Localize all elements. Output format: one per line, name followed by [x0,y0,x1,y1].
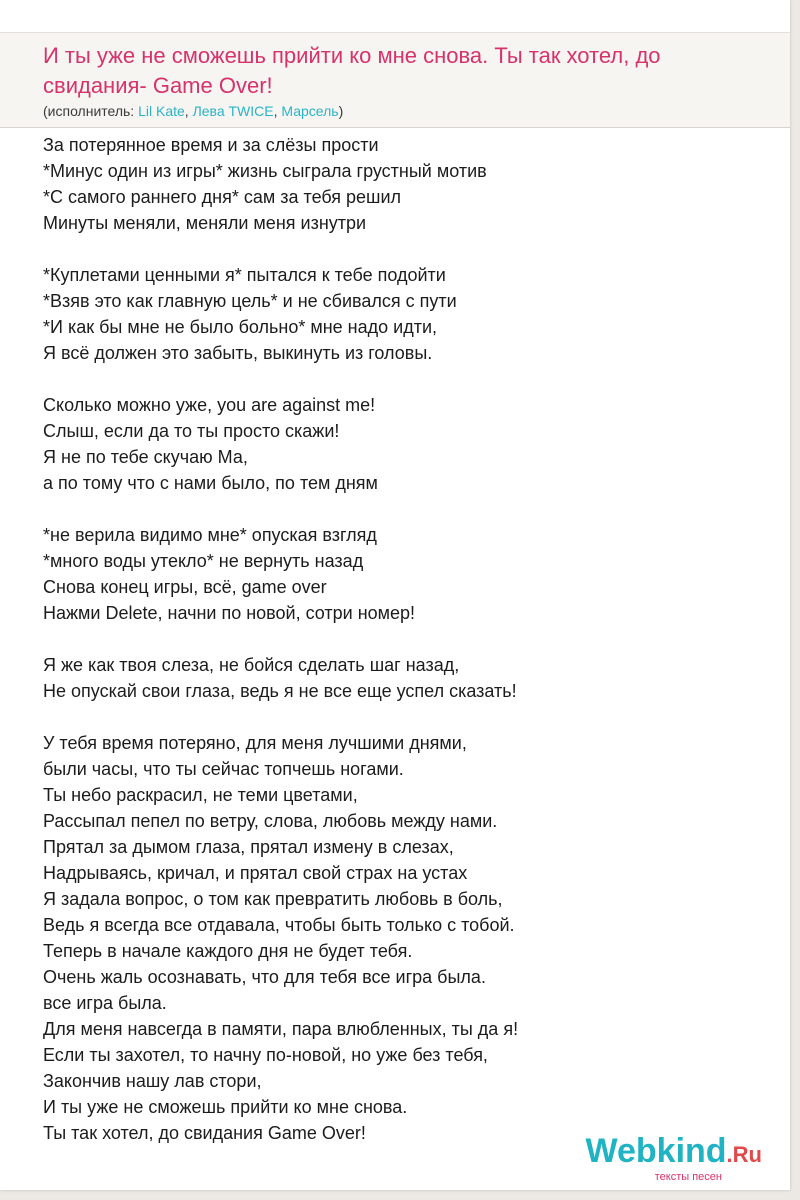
lyric-line: были часы, что ты сейчас топчешь ногами. [43,759,404,779]
lyric-line: Прятал за дымом глаза, прятал измену в слезах, [43,837,454,857]
lyric-line: Ведь я всегда все отдавала, чтобы быть только с тобой. [43,915,515,935]
stanza-gap [43,626,763,652]
lyric-line: *много воды утекло* не вернуть назад [43,551,364,571]
lyric-line: *С самого раннего дня* сам за тебя решил [43,187,402,207]
lyric-line: Надрываясь, кричал, и прятал свой страх на устах [43,863,468,883]
lyric-line: Теперь в начале каждого дня не будет тебя. [43,941,413,961]
song-title: И ты уже не сможешь прийти ко мне снова. Ты так хотел, до свидания- Game Over! [43,43,661,98]
lyric-line: Минуты меняли, меняли меня изнутри [43,213,367,233]
lyric-line: *Взяв это как главную цель* и не сбивался с пути [43,291,457,311]
lyric-line: Сколько можно уже, you are against me! [43,395,376,415]
lyric-line: Снова конец игры, всё, game over [43,577,327,597]
lyric-line: Если ты захотел, то начну по-новой, но уже без тебя, [43,1045,488,1065]
lyric-line: а по тому что с нами было, по тем дням [43,473,378,493]
lyric-line: Закончив нашу лав стори, [43,1071,262,1091]
lyric-line: И ты уже не сможешь прийти ко мне снова. [43,1097,408,1117]
logo-tld: .Ru [726,1142,762,1167]
lyric-line: За потерянное время и за слёзы прости [43,135,379,155]
artist-credits [43,102,343,120]
stanza-gap [43,704,763,730]
logo-wordmark [586,1133,763,1173]
lyric-line: Слыш, если да то ты просто скажи! [43,421,340,441]
logo-name: Webkind [585,1132,727,1170]
artists-suffix: ) [338,103,344,119]
site-logo[interactable] [586,1133,763,1183]
lyric-line: *И как бы мне не было больно* мне надо идти, [43,317,438,337]
lyric-line: все игра была. [43,993,167,1013]
lyric-line: Для меня навсегда в памяти, пара влюбленных, ты да я! [43,1019,519,1039]
lyric-line: Нажми Delete, начни по новой, сотри номер! [43,603,416,623]
lyric-line: *не верила видимо мне* опуская взгляд [43,525,377,545]
lyric-line: Ты так хотел, до свидания Game Over! [43,1123,366,1143]
stanza-gap [43,236,763,262]
lyric-line: Очень жаль осознавать, что для тебя все игра была. [43,967,486,987]
artists-prefix: (исполнитель: [43,103,139,119]
stanza-gap [43,366,763,392]
lyrics-body [43,132,763,1146]
stanza-gap [43,496,763,522]
lyric-line: Не опускай свои глаза, ведь я не все еще успел сказать! [43,681,517,701]
artists-separator: , [184,103,193,119]
lyric-line: Я же как твоя слеза, не бойся сделать шаг назад, [43,655,460,675]
artist-link-lil-kate[interactable]: Lil Kate [138,103,185,119]
artists-separator: , [273,103,282,119]
lyric-line: Ты небо раскрасил, не теми цветами, [43,785,358,805]
lyric-line: Я не по тебе скучаю Ма, [43,447,248,467]
lyric-line: Рассыпал пепел по ветру, слова, любовь между нами. [43,811,498,831]
lyric-line: Я всё должен это забыть, выкинуть из головы. [43,343,433,363]
artist-link-marsel[interactable]: Марсель [281,103,339,119]
lyric-line: Я задала вопрос, о том как превратить любовь в боль, [43,889,503,909]
lyric-line: *Куплетами ценными я* пытался к тебе подойти [43,265,446,285]
lyric-line: *Минус один из игры* жизнь сыграла грустный мотив [43,161,487,181]
lyric-line: У тебя время потеряно, для меня лучшими днями, [43,733,467,753]
logo-subtitle: тексты песен [654,1171,722,1183]
artist-link-leva-twice[interactable]: Лева TWICE [192,103,274,119]
